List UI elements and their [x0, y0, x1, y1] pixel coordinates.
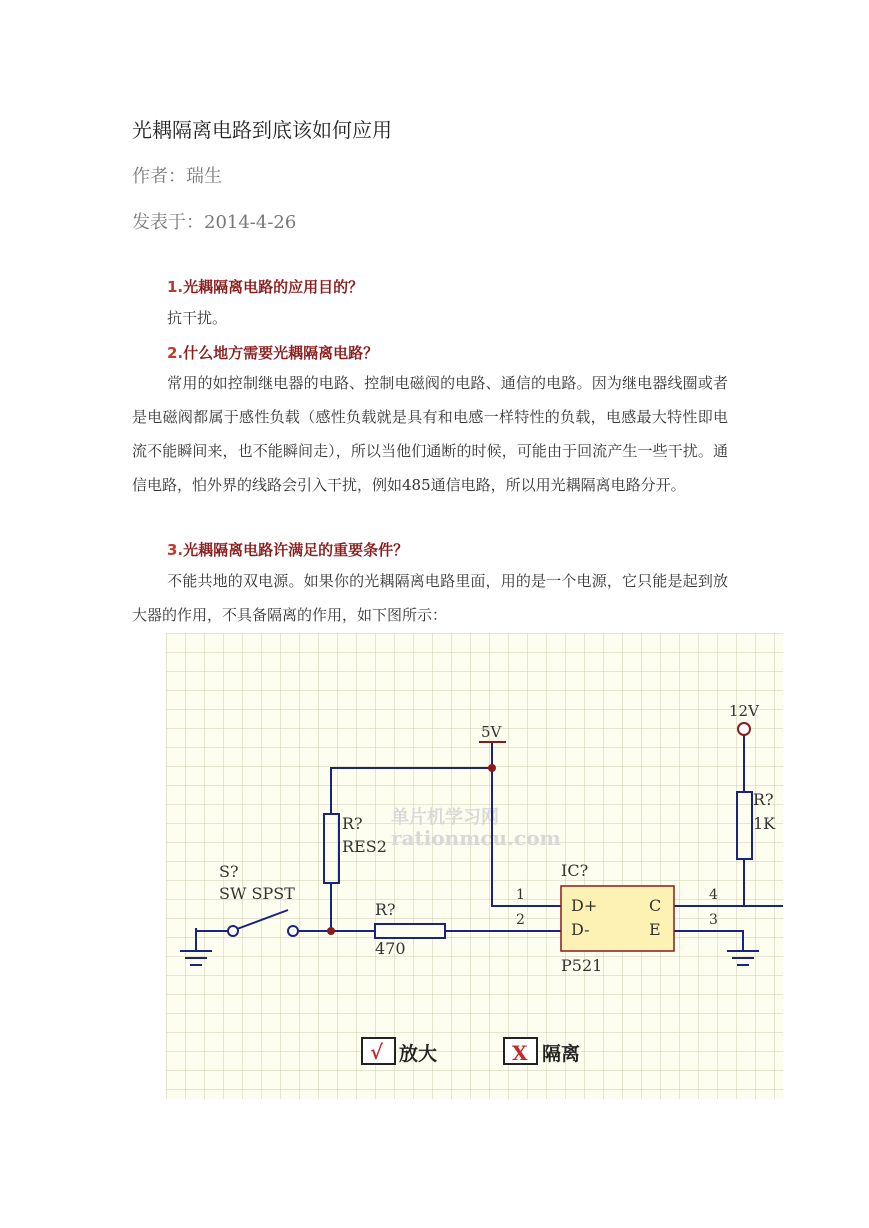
- section-2-heading-text: 什么地方需要光耦隔离电路？: [183, 344, 379, 362]
- section-1-heading-text: 光耦隔离电路的应用目的？: [183, 278, 364, 296]
- article-title: 光耦隔离电路到底该如何应用: [132, 118, 392, 142]
- legend-x-mark: X: [512, 1041, 528, 1065]
- resistor-470: [375, 924, 445, 938]
- r470-designator: R?: [375, 900, 396, 919]
- pin-4-number: 4: [709, 887, 718, 903]
- res2-value: RES2: [342, 837, 387, 856]
- r470-value: 470: [375, 939, 406, 958]
- watermark-line2: rationmcu.com: [391, 826, 561, 850]
- section-3-number: 3.: [167, 541, 184, 559]
- pin-3-number: 3: [709, 912, 718, 928]
- junction-5v: [488, 764, 496, 772]
- article-author: 作者：瑞生: [132, 166, 222, 187]
- label-5v: 5V: [481, 723, 502, 741]
- section-2-number: 2.: [167, 344, 184, 362]
- ic-part: P521: [561, 956, 603, 975]
- legend-amplify: [362, 1038, 437, 1065]
- r1k-designator: R?: [753, 790, 774, 809]
- legend-amplify-text: 放大: [399, 1043, 438, 1065]
- legend-isolate: [504, 1038, 580, 1065]
- section-1-body: [132, 301, 728, 335]
- ic-pin-dminus: D-: [571, 920, 590, 939]
- legend-check-mark: √: [370, 1040, 384, 1064]
- circuit-figure: [166, 633, 783, 1099]
- watermark-line1: 单片机学习网: [391, 807, 499, 828]
- ic-pin-dplus: D+: [571, 896, 598, 915]
- switch-designator: S?: [219, 862, 239, 881]
- r1k-value: 1K: [753, 814, 776, 833]
- section-1-body-text: 抗干扰。: [167, 309, 228, 327]
- section-2-body-text: 常用的如控制继电器的电路、控制电磁阀的电路、通信的电路。因为继电器线圈或者是电磁阀都属于感性负载（感性负载就是具有和电感一样特性的负载，电感最大特性即电流不能瞬间来，也不能瞬间走），所以当他们通断的时候，可能由于回流产生一些干扰。通信电路，怕外界的线路会引入干扰，例如485通信电路，所以用光耦隔离电路分开。: [132, 374, 728, 494]
- section-3-body-text: 不能共地的双电源。如果你的光耦隔离电路里面，用的是一个电源，它只能是起到放大器的作用，不具备隔离的作用，如下图所示：: [132, 572, 728, 624]
- circuit-diagram: [166, 633, 783, 1099]
- section-1-number: 1.: [167, 278, 184, 296]
- junction-node: [327, 927, 335, 935]
- ic-pin-e: E: [649, 920, 661, 939]
- section-3-heading-text: 光耦隔离电路许满足的重要条件？: [183, 541, 409, 559]
- legend-isolate-text: 隔离: [542, 1043, 581, 1065]
- section-2-body: [132, 366, 728, 502]
- section-3-body: [132, 564, 728, 632]
- label-12v: 12V: [729, 702, 759, 720]
- section-1-heading: [167, 276, 363, 297]
- article-date: 发表于：2014-4-26: [132, 212, 297, 233]
- switch-value: SW SPST: [219, 884, 295, 903]
- section-3-heading: [167, 539, 408, 560]
- ic-pin-c: C: [649, 896, 662, 915]
- res2-designator: R?: [342, 814, 363, 833]
- section-2-heading: [167, 342, 378, 363]
- ic-designator: IC?: [561, 861, 589, 880]
- pin-2-number: 2: [516, 912, 525, 928]
- grid-lines: [166, 633, 783, 1099]
- pin-1-number: 1: [516, 887, 525, 903]
